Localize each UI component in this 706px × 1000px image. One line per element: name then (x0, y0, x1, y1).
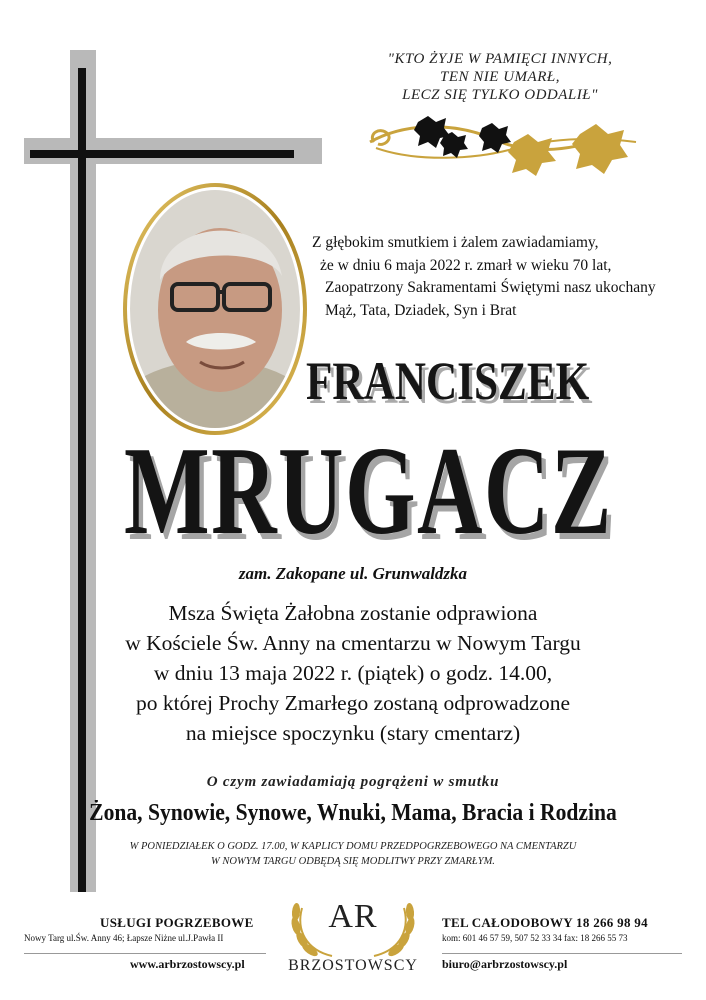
mobile-fax-numbers: kom: 601 46 57 59, 507 52 33 34 fax: 18 266 55 73 (442, 933, 628, 943)
prayer-line: W NOWYM TARGU ODBĘDĄ SIĘ MODLITWY PRZY ZMARŁYM. (211, 856, 495, 867)
mass-line: Msza Święta Żałobna zostanie odprawiona (168, 601, 538, 625)
funeral-services-title: USŁUGI POGRZEBOWE (100, 915, 254, 930)
cross-horizontal-bar (30, 150, 294, 158)
website-link[interactable]: www.arbrzostowscy.pl (130, 957, 245, 971)
deceased-address: zam. Zakopane ul. Grunwaldzka (238, 564, 468, 583)
quote-line: "KTO ŻYJE W PAMIĘCI INNYCH, (387, 51, 613, 67)
intro-line: Z głębokim smutkiem i żalem zawiadamiamy, (312, 234, 599, 251)
prayer-notice (0, 839, 706, 869)
cross-vertical-bar (78, 68, 86, 892)
footer-divider-right (442, 953, 682, 954)
quote-line: TEN NIE UMARŁ, (440, 69, 560, 85)
mass-details (0, 598, 706, 748)
mass-line: w Kościele Św. Anny na cmentarzu w Nowym Targu (125, 631, 581, 655)
quote-line: LECZ SIĘ TYLKO ODDALIŁ" (402, 87, 598, 103)
deceased-surname: MRUGACZ (124, 422, 613, 561)
mass-line: po której Prochy Zmarłego zostaną odprowadzone (135, 691, 571, 715)
announcement-intro (312, 232, 672, 322)
mass-line: na miejsce spoczynku (stary cmentarz) (185, 721, 521, 745)
portrait-photo (120, 180, 310, 438)
family-list: Żona, Synowie, Synowe, Wnuki, Mama, Bracia i Rodzina (89, 800, 617, 826)
intro-line: Zaopatrzony Sakramentami Świętymi nasz ukochany (325, 279, 656, 296)
leaf-ornament-icon (366, 112, 646, 186)
funeral-services-address: Nowy Targ ul.Św. Anny 46; Łapsze Niżne ul.J.Pawła II (24, 933, 224, 943)
logo-letters: AR (328, 898, 378, 935)
intro-line: że w dniu 6 maja 2022 r. zmarł w wieku 70 lat, (320, 256, 612, 274)
intro-line: Mąż, Tata, Dziadek, Syn i Brat (325, 301, 517, 319)
memorial-quote (360, 50, 640, 104)
email-link[interactable]: biuro@arbrzostowscy.pl (442, 957, 568, 971)
phone-number: TEL CAŁODOBOWY 18 266 98 94 (442, 915, 648, 930)
mass-line: w dniu 13 maja 2022 r. (piątek) o godz. 14.00, (153, 661, 553, 685)
notify-line: O czym zawiadamiają pogrążeni w smutku (206, 774, 500, 790)
footer-divider-left (24, 953, 266, 954)
prayer-line: W PONIEDZIAŁEK O GODZ. 17.00, W KAPLICY DOMU PRZEDPOGRZEBOWEGO NA CMENTARZU (129, 841, 577, 852)
logo-company-name: BRZOSTOWSCY (288, 957, 418, 974)
deceased-first-name: FRANCISZEK (306, 351, 590, 411)
